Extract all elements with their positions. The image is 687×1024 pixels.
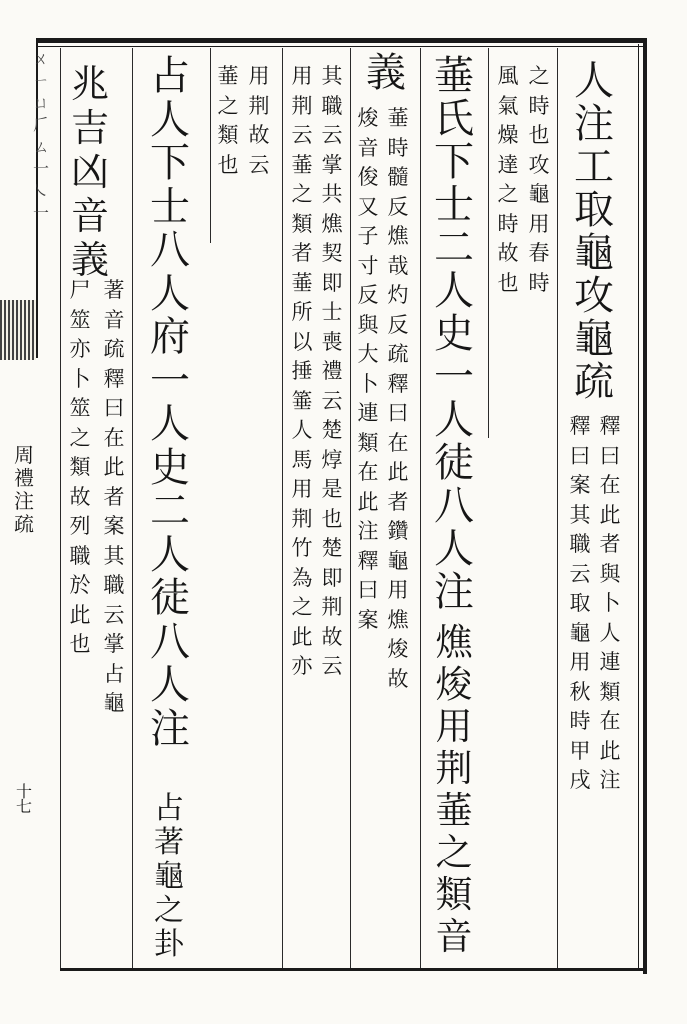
column-rule	[557, 48, 558, 968]
main-text-column: 人注工取龜攻龜疏	[574, 58, 614, 405]
commentary-text-column: 尸筮亦卜筮之類故列職於此也	[69, 278, 91, 656]
commentary-text-column: 著音疏釋曰在此者案其職云掌占龜	[103, 278, 125, 715]
column-rule	[420, 48, 421, 968]
main-text-column: 兆吉凶音義	[70, 62, 109, 282]
binding-edge-mark	[0, 300, 36, 360]
column-rule	[350, 48, 351, 968]
column-rule	[210, 48, 211, 243]
commentary-text-column: 菙時髓反燋哉灼反疏釋曰在此者鑽龜用燋焌故	[387, 106, 409, 691]
commentary-text-column: 之時也攻龜用春時	[528, 64, 550, 295]
frame-top-border	[36, 38, 647, 43]
book-title: 周禮注疏	[14, 443, 34, 536]
commentary-text-column: 釋曰在此者與卜人連類在此注	[599, 414, 621, 792]
main-text-column: 義	[366, 50, 406, 96]
column-rule	[60, 48, 61, 968]
commentary-text-column: 占著龜之卦	[154, 791, 184, 962]
commentary-text-column: 釋曰案其職云取龜用秋時甲戌	[569, 414, 591, 792]
frame-top-inner-border	[36, 46, 647, 47]
commentary-text-column: 用荆云菙之類者菙所以捶箠人馬用荆竹為之此亦	[291, 64, 313, 678]
frame-right-inner-border	[638, 44, 639, 970]
edge-fragment-text: ㄨㄧㄩ𠂆ㄙ一㇏㆒	[32, 49, 49, 222]
page-number: 十七	[15, 782, 32, 816]
column-rule	[132, 48, 133, 968]
main-text-column: 菙氏下士二人史一人徒八人注	[434, 53, 474, 615]
frame-right-border	[643, 38, 647, 974]
commentary-text-column: 風氣燥達之時故也	[497, 64, 519, 295]
commentary-text-column: 其職云掌共燋契即士喪禮云楚焞是也楚即荆故云	[321, 64, 343, 678]
commentary-text-column: 焌音俊又子寸反與大卜連類在此注釋曰案	[357, 106, 379, 632]
column-rule	[488, 48, 489, 438]
frame-bottom-border	[60, 968, 647, 971]
main-text-column: 占人下士八人府一人史二人徒八人注	[150, 53, 190, 752]
main-text-column: 燋焌用荆菙之類音	[435, 621, 473, 958]
commentary-text-column: 用荆故云	[248, 64, 270, 177]
column-rule	[282, 48, 283, 968]
commentary-text-column: 菙之類也	[217, 64, 239, 177]
